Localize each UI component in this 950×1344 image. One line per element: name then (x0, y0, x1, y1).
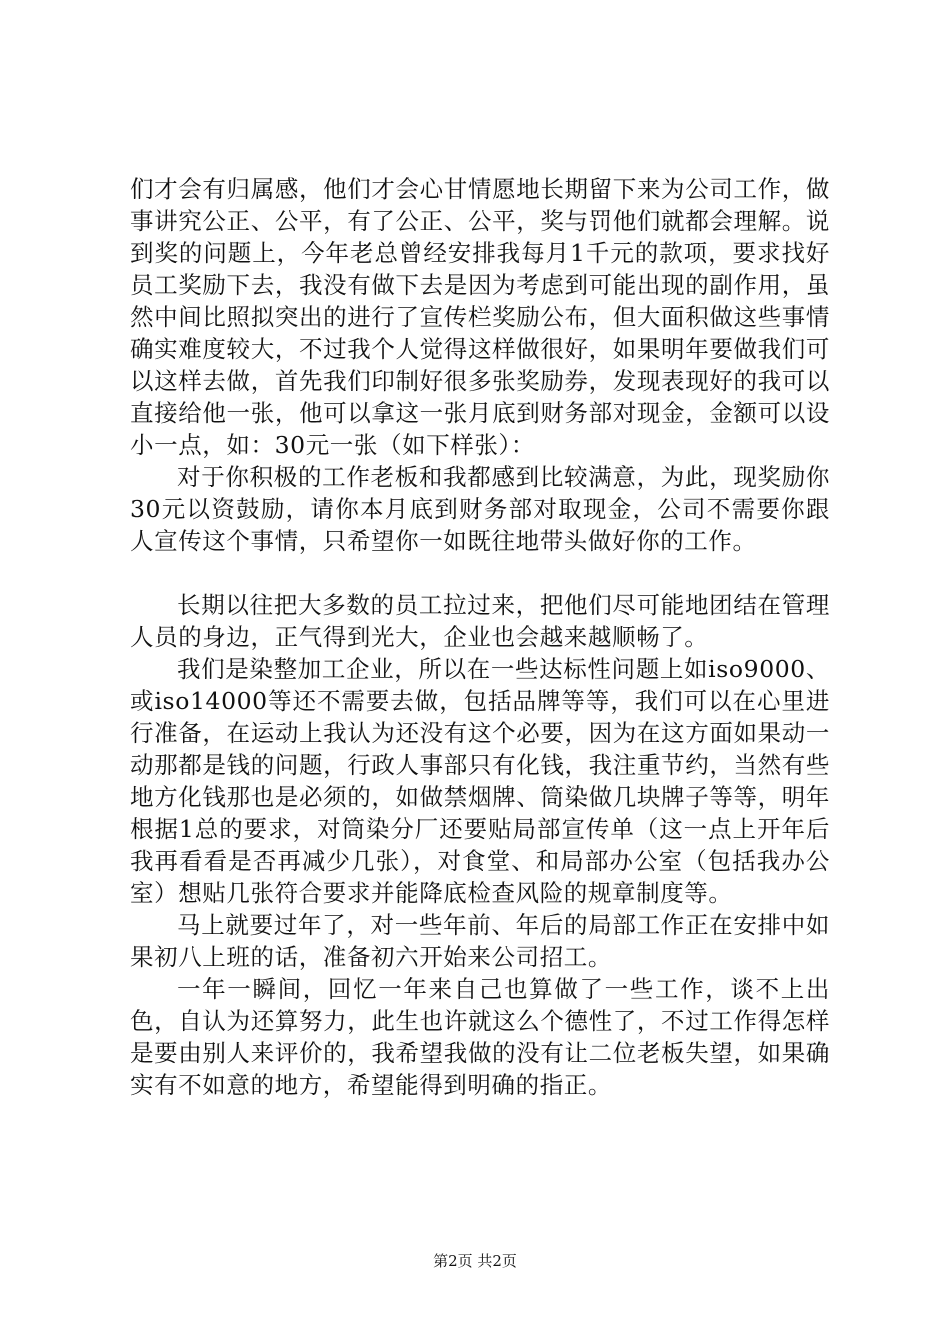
paragraph-new-year: 马上就要过年了，对一些年前、年后的局部工作正在安排中如果初八上班的话，准备初六开始来公司招工。 (130, 911, 830, 971)
paragraph-reward-intro: 们才会有归属感，他们才会心甘情愿地长期留下来为公司工作，做事讲究公正、公平，有了公正、公平，奖与罚他们就都会理解。说到奖的问题上，今年老总曾经安排我每月1千元的款项，要求找好员工奖励下去，我没有做下去是因为考虑到可能出现的副作用，虽然中间比照拟突出的进行了宣传栏奖励公布，但大面积做这些事情确实难度较大，不过我个人觉得这样做很好，如果明年要做我们可以这样去做，首先我们印制好很多张奖励券，发现表现好的我可以直接给他一张，他可以拿这一张月底到财务部对现金，金额可以设小一点，如：30元一张（如下样张）： (130, 175, 830, 459)
paragraph-reward-voucher: 对于你积极的工作老板和我都感到比较满意，为此，现奖励你30元以资鼓励，请你本月底到财务部对取现金，公司不需要你跟人宣传这个事情，只希望你一如既往地带头做好你的工作。 (130, 463, 830, 555)
paragraph-standards: 我们是染整加工企业，所以在一些达标性问题上如iso9000、或iso14000等还不需要去做，包括品牌等等，我们可以在心里进行准备，在运动上我认为还没有这个必要，因为在这方面如果动一动那都是钱的问题，行政人事部只有化钱，我注重节约，当然有些地方化钱那也是必须的，如做禁烟牌、筒染做几块牌子等等，明年根据1总的要求，对筒染分厂还要贴局部宣传单（这一点上开年后我再看看是否再减少几张），对食堂、和局部办公室（包括我办公室）想贴几张符合要求并能降底检查风险的规章制度等。 (130, 655, 830, 907)
paragraph-reflection: 一年一瞬间，回忆一年来自己也算做了一些工作，谈不上出色，自认为还算努力，此生也许就这么个德性了，不过工作得怎样是要由别人来评价的，我希望我做的没有让二位老板失望，如果确实有不如意的地方，希望能得到明确的指正。 (130, 975, 830, 1099)
page-footer: 第2页 共2页 (433, 1252, 517, 1270)
paragraph-unity: 长期以往把大多数的员工拉过来，把他们尽可能地团结在管理人员的身边，正气得到光大，企业也会越来越顺畅了。 (130, 591, 830, 651)
paragraph-spacer (130, 557, 830, 589)
document-body (130, 173, 830, 1101)
